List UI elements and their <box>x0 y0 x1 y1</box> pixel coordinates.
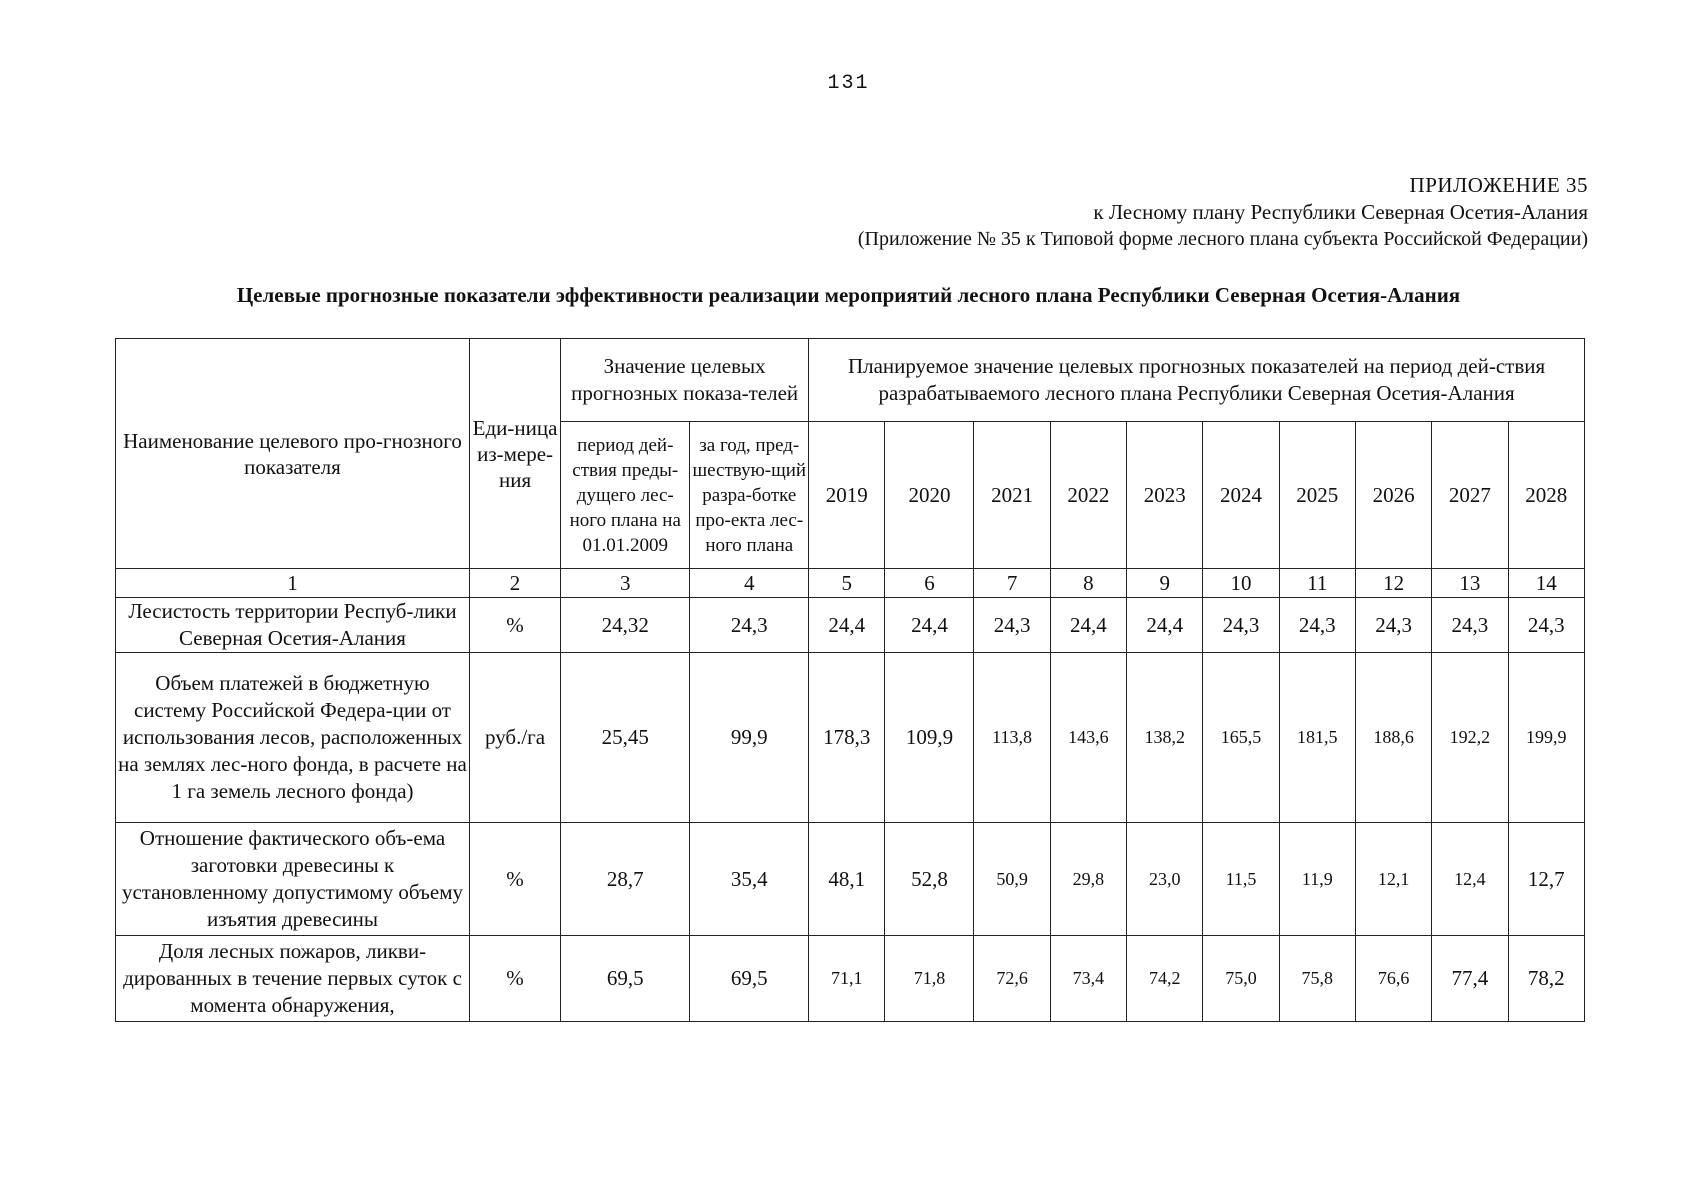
year-value-cell: 75,8 <box>1279 936 1355 1022</box>
prev-year-cell: 24,3 <box>690 598 809 653</box>
column-number: 2 <box>469 569 560 598</box>
column-number: 13 <box>1432 569 1508 598</box>
year-value-cell: 24,3 <box>1355 598 1431 653</box>
year-value-cell: 11,9 <box>1279 823 1355 936</box>
header-year: 2025 <box>1279 422 1355 569</box>
indicator-name: Лесистость территории Респуб-лики Северная Осетия-Алания <box>116 598 470 653</box>
header-prev-period: период дей-ствия преды-дущего лес-ного плана на 01.01.2009 <box>561 422 690 569</box>
year-value-cell: 52,8 <box>885 823 974 936</box>
year-value-cell: 24,3 <box>1203 598 1279 653</box>
year-value-cell: 24,4 <box>809 598 885 653</box>
year-value-cell: 178,3 <box>809 653 885 823</box>
header-year: 2020 <box>885 422 974 569</box>
year-value-cell: 74,2 <box>1127 936 1203 1022</box>
header-year: 2027 <box>1432 422 1508 569</box>
column-number: 11 <box>1279 569 1355 598</box>
appendix-title: ПРИЛОЖЕНИЕ 35 <box>1409 173 1588 197</box>
year-value-cell: 138,2 <box>1127 653 1203 823</box>
table-row <box>116 936 1585 1022</box>
year-value-cell: 24,4 <box>1050 598 1126 653</box>
year-value-cell: 72,6 <box>974 936 1050 1022</box>
prev-year-cell: 35,4 <box>690 823 809 936</box>
year-value-cell: 29,8 <box>1050 823 1126 936</box>
prev-period-cell: 28,7 <box>561 823 690 936</box>
year-value-cell: 24,4 <box>885 598 974 653</box>
column-number: 9 <box>1127 569 1203 598</box>
appendix-reference: к Лесному плану Республики Северная Осетия-Алания <box>1093 200 1588 224</box>
year-value-cell: 143,6 <box>1050 653 1126 823</box>
column-number: 3 <box>561 569 690 598</box>
year-value-cell: 78,2 <box>1508 936 1584 1022</box>
column-number: 6 <box>885 569 974 598</box>
indicator-name: Объем платежей в бюджетную систему Российской Федера-ции от использования лесов, расположенных на землях лес-ного фонда, в расчете на 1 га земель лесного фонда) <box>116 653 470 823</box>
column-number: 14 <box>1508 569 1584 598</box>
year-value-cell: 199,9 <box>1508 653 1584 823</box>
prev-year-cell: 69,5 <box>690 936 809 1022</box>
year-value-cell: 24,4 <box>1127 598 1203 653</box>
table-row <box>116 653 1585 823</box>
year-value-cell: 24,3 <box>974 598 1050 653</box>
prev-period-cell: 24,32 <box>561 598 690 653</box>
year-value-cell: 12,4 <box>1432 823 1508 936</box>
year-value-cell: 76,6 <box>1355 936 1431 1022</box>
header-year: 2019 <box>809 422 885 569</box>
year-value-cell: 73,4 <box>1050 936 1126 1022</box>
column-number: 1 <box>116 569 470 598</box>
year-value-cell: 71,8 <box>885 936 974 1022</box>
year-value-cell: 77,4 <box>1432 936 1508 1022</box>
indicator-name: Доля лесных пожаров, ликви-дированных в течение первых суток с момента обнаружения, <box>116 936 470 1022</box>
table-header <box>116 339 1585 569</box>
header-planned-group: Планируемое значение целевых прогнозных показателей на период дей-ствия разрабатываемого лесного плана Республики Северная Осетия-Алания <box>809 339 1585 422</box>
unit-cell: % <box>469 936 560 1022</box>
column-number: 5 <box>809 569 885 598</box>
year-value-cell: 192,2 <box>1432 653 1508 823</box>
indicator-name: Отношение фактического объ-ема заготовки древесины к установленному допустимому объему изъятия древесины <box>116 823 470 936</box>
year-value-cell: 48,1 <box>809 823 885 936</box>
header-year: 2023 <box>1127 422 1203 569</box>
document-title: Целевые прогнозные показатели эффективности реализации мероприятий лесного плана Республики Северная Осетия-Алания <box>236 283 1461 307</box>
column-number: 7 <box>974 569 1050 598</box>
header-year: 2026 <box>1355 422 1431 569</box>
header-prev-year: за год, пред-шествую-щий разра-ботке про-екта лес-ного плана <box>690 422 809 569</box>
column-number: 12 <box>1355 569 1431 598</box>
unit-cell: руб./га <box>469 653 560 823</box>
year-value-cell: 11,5 <box>1203 823 1279 936</box>
unit-cell: % <box>469 823 560 936</box>
appendix-source-note: (Приложение № 35 к Типовой форме лесного плана субъекта Российской Федерации) <box>857 228 1588 250</box>
page-number: 131 <box>827 72 870 95</box>
year-value-cell: 12,7 <box>1508 823 1584 936</box>
appendix-header <box>858 172 1588 253</box>
header-year: 2024 <box>1203 422 1279 569</box>
indicators-table <box>115 338 1585 1022</box>
prev-period-cell: 69,5 <box>561 936 690 1022</box>
column-number: 10 <box>1203 569 1279 598</box>
prev-period-cell: 25,45 <box>561 653 690 823</box>
year-value-cell: 113,8 <box>974 653 1050 823</box>
header-indicator-name: Наименование целевого про-гнозного показателя <box>116 339 470 569</box>
prev-year-cell: 99,9 <box>690 653 809 823</box>
year-value-cell: 165,5 <box>1203 653 1279 823</box>
year-value-cell: 71,1 <box>809 936 885 1022</box>
unit-cell: % <box>469 598 560 653</box>
year-value-cell: 24,3 <box>1508 598 1584 653</box>
year-value-cell: 12,1 <box>1355 823 1431 936</box>
year-value-cell: 24,3 <box>1432 598 1508 653</box>
column-number: 4 <box>690 569 809 598</box>
table-row <box>116 823 1585 936</box>
year-value-cell: 181,5 <box>1279 653 1355 823</box>
year-value-cell: 50,9 <box>974 823 1050 936</box>
year-value-cell: 24,3 <box>1279 598 1355 653</box>
column-number: 8 <box>1050 569 1126 598</box>
table-row <box>116 598 1585 653</box>
table-body <box>116 569 1585 1022</box>
year-value-cell: 188,6 <box>1355 653 1431 823</box>
header-year: 2021 <box>974 422 1050 569</box>
header-year: 2022 <box>1050 422 1126 569</box>
header-unit: Еди-ница из-мере-ния <box>469 339 560 569</box>
year-value-cell: 75,0 <box>1203 936 1279 1022</box>
year-value-cell: 109,9 <box>885 653 974 823</box>
header-year: 2028 <box>1508 422 1584 569</box>
header-values-group: Значение целевых прогнозных показа-телей <box>561 339 809 422</box>
column-number-row <box>116 569 1585 598</box>
year-value-cell: 23,0 <box>1127 823 1203 936</box>
